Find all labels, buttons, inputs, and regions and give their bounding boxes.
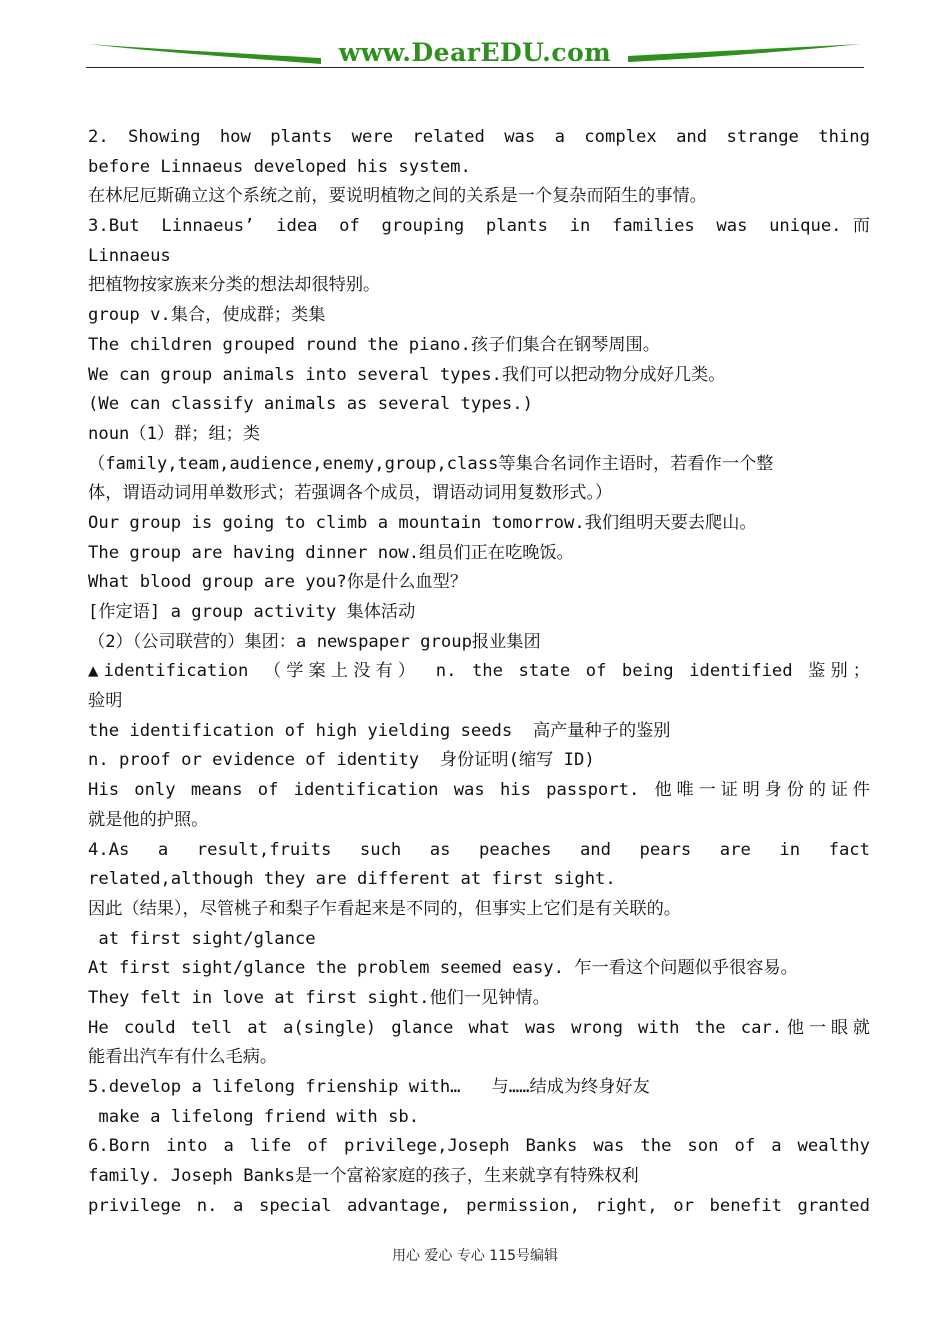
text-line: 体，谓语动词用单数形式；若强调各个成员，谓语动词用复数形式。） xyxy=(88,483,613,504)
text-line: His only means of identification was his passport. 他唯一证明身份的证件 xyxy=(88,780,870,801)
text-line: He could tell at a(single) glance what was wrong with the car.他一眼就 xyxy=(88,1017,870,1038)
text-line: 3.But Linnaeus’ idea of grouping plants in families was unique.而 xyxy=(88,216,870,237)
text-line: Linnaeus xyxy=(88,245,171,266)
text-line: at first sight/glance xyxy=(88,928,316,949)
text-line: make a lifelong friend with sb. xyxy=(88,1106,420,1127)
text-line: 5.develop a lifelong frienship with… 与……结成为终身好友 xyxy=(88,1077,650,1097)
text-line: 验明 xyxy=(88,691,123,712)
text-line: family. Joseph Banks是一个富裕家庭的孩子，生来就享有特殊权利 xyxy=(88,1166,639,1187)
text-line: ▲identification （学案上没有） n. the state of being identified 鉴别； xyxy=(88,661,870,682)
text-line: noun（1）群；组；类 xyxy=(88,423,261,444)
text-line: Our group is going to climb a mountain tomorrow.我们组明天要去爬山。 xyxy=(88,512,757,533)
text-line: the identification of high yielding seeds 高产量种子的鉴别 xyxy=(88,720,671,741)
text-line: What blood group are you?你是什么血型？ xyxy=(88,572,468,593)
text-line: The children grouped round the piano.孩子们集合在钢琴周围。 xyxy=(88,334,660,355)
text-line: 2. Showing how plants were related was a complex and strange thing xyxy=(88,127,870,147)
text-line: （2）（公司联营的）集团：a newspaper group报业集团 xyxy=(88,631,541,652)
text-line: privilege n. a special advantage, permission, right, or benefit granted xyxy=(88,1195,870,1216)
text-line: n. proof or evidence of identity 身份证明(缩写 ID) xyxy=(88,750,595,771)
text-line: (We can classify animals as several types.) xyxy=(88,394,533,415)
text-line: （family,team,audience,enemy,group,class等集合名词作主语时，若看作一个整 xyxy=(88,453,774,474)
text-line: 6.Born into a life of privilege,Joseph Banks was the son of a wealthy xyxy=(88,1136,870,1157)
text-line: At first sight/glance the problem seemed easy. 乍一看这个问题似乎很容易。 xyxy=(88,958,798,979)
text-line: 就是他的护照。 xyxy=(88,809,209,830)
text-line: We can group animals into several types.我们可以把动物分成好几类。 xyxy=(88,364,726,385)
text-line: The group are having dinner now.组员们正在吃晚饭。 xyxy=(88,542,574,563)
text-line: 能看出汽车有什么毛病。 xyxy=(88,1047,278,1068)
text-line: before Linnaeus developed his system. xyxy=(88,156,471,177)
text-line: [作定语] a group activity 集体活动 xyxy=(88,602,416,622)
text-line: 把植物按家族来分类的想法却很特别。 xyxy=(88,275,381,296)
text-line: 4.As a result,fruits such as peaches and pears are in fact xyxy=(88,839,870,860)
text-line: 因此（结果），尽管桃子和梨子乍看起来是不同的，但事实上它们是有关联的。 xyxy=(88,898,681,919)
header-divider xyxy=(86,67,864,68)
text-line: 在林尼厄斯确立这个系统之前，要说明植物之间的关系是一个复杂而陌生的事情。 xyxy=(88,186,707,207)
document-body xyxy=(88,123,870,1221)
text-line: They felt in love at first sight.他们一见钟情。 xyxy=(88,987,550,1008)
page-footer: 用心 爱心 专心 115号编辑 xyxy=(391,1248,559,1264)
site-name[interactable]: www.DearEDU.com xyxy=(338,38,612,67)
page-header xyxy=(86,36,864,70)
text-line: group v.集合，使成群；类集 xyxy=(88,305,326,326)
text-line: related,although they are different at first sight. xyxy=(88,869,616,890)
